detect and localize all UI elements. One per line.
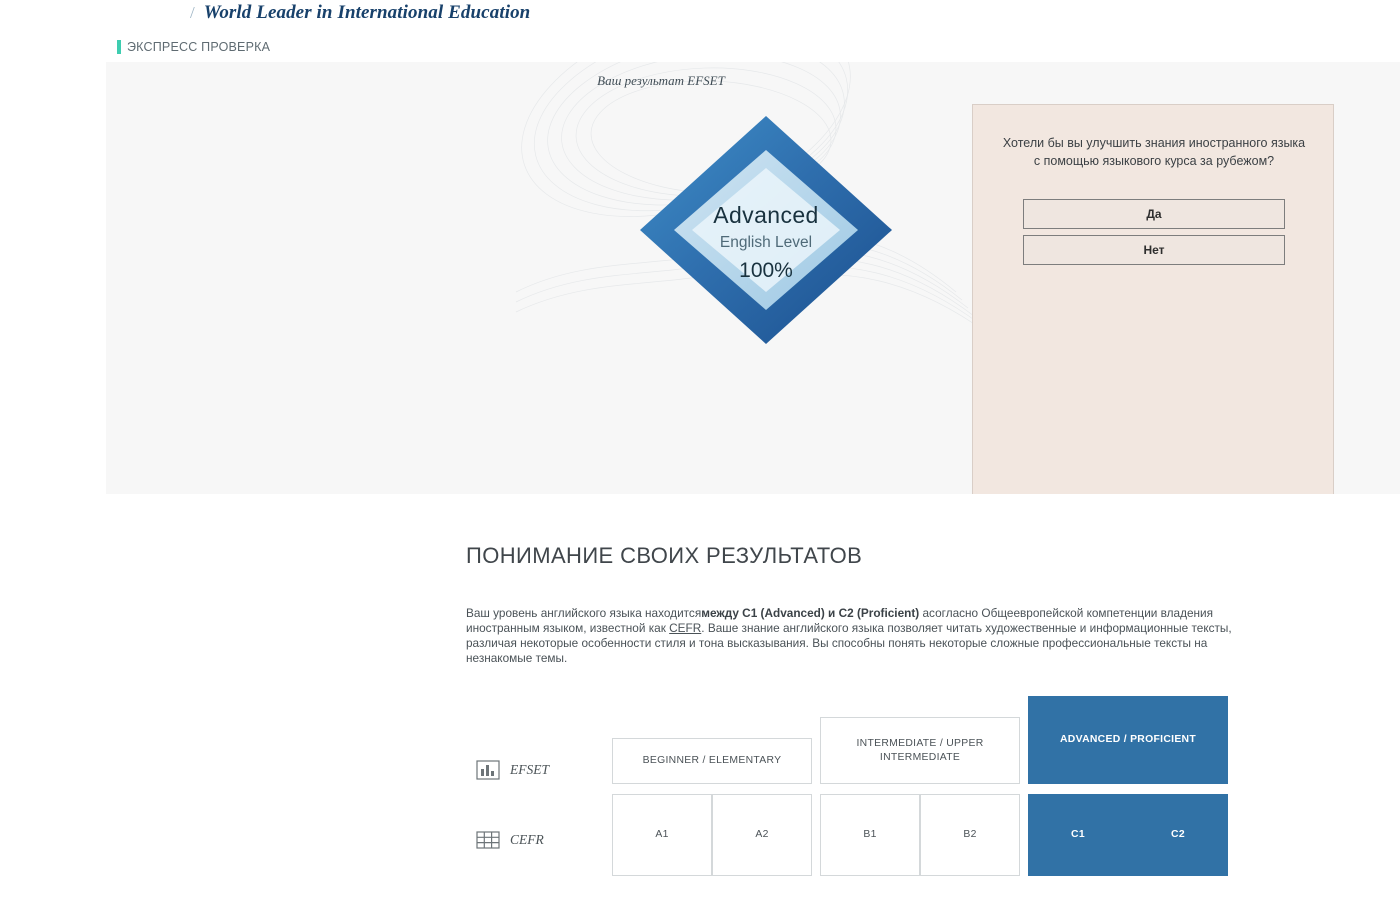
result-caption: Ваш результат EFSET [597, 73, 725, 88]
breadcrumb-label: ЭКСПРЕСС ПРОВЕРКА [127, 40, 271, 54]
cefr-label-text: CEFR [510, 832, 544, 847]
cefr-link[interactable]: CEFR [669, 621, 702, 635]
cefr-level-b1: B1 [820, 794, 920, 876]
left-gutter [0, 0, 106, 901]
answer-no-button[interactable]: Нет [1023, 235, 1285, 265]
paragraph-part-3: . Ваше знание английского языка позволяет читать художественные и информационные тексты, различая некоторые особенности стиля и тона высказывания. Вы способны понять некоторые сложные профессиональные тексты на незнакомые темы. [466, 621, 1232, 665]
paragraph-part-2: асогласно Общеевропейской компетенции владения иностранным языком, известной как [466, 606, 1214, 635]
efset-band-intermediate: INTERMEDIATE / UPPER INTERMEDIATE [820, 717, 1020, 784]
cefr-level-a1: A1 [612, 794, 712, 876]
brand-separator-icon: / [190, 3, 195, 22]
breadcrumb-accent-bar [117, 40, 121, 54]
paragraph-part-1: Ваш уровень английского языка находится [466, 606, 702, 620]
breadcrumb [106, 32, 1400, 62]
site-header [0, 0, 1400, 30]
efset-label-text: EFSET [510, 762, 549, 777]
cefr-level-a2: A2 [712, 794, 812, 876]
badge-level: Advanced [713, 202, 819, 228]
cefr-level-c1: C1 [1028, 794, 1128, 876]
cefr-level-b2: B2 [920, 794, 1020, 876]
grid-table-icon [476, 830, 500, 850]
paragraph-bold-level: между C1 (Advanced) и C2 (Proficient) [701, 606, 920, 620]
efset-band-advanced: ADVANCED / PROFICIENT [1028, 696, 1228, 784]
results-explanation-section [106, 494, 1400, 901]
efset-band-beginner: BEGINNER / ELEMENTARY [612, 738, 812, 784]
bar-chart-icon [476, 760, 500, 780]
upsell-question-card [972, 104, 1334, 494]
result-hero-panel [106, 32, 1400, 494]
badge-subtitle: English Level [719, 234, 813, 251]
cefr-row-label [476, 830, 544, 850]
brand [190, 0, 530, 26]
question-text: Хотели бы вы улучшить знания иностранного языка с помощью языкового курса за рубежом? [1002, 136, 1306, 168]
score-badge [555, 106, 977, 356]
efset-row-label [476, 760, 549, 780]
cefr-level-c2: C2 [1128, 794, 1228, 876]
answer-yes-button[interactable]: Да [1023, 199, 1285, 229]
score-badge-text [555, 200, 977, 285]
results-paragraph [466, 606, 1242, 666]
brand-tagline: World Leader in International Education [203, 2, 531, 23]
level-scale-chart [466, 698, 1256, 888]
badge-percent: 100% [739, 259, 793, 282]
page-title: ПОНИМАНИЕ СВОИХ РЕЗУЛЬТАТОВ [466, 543, 863, 568]
